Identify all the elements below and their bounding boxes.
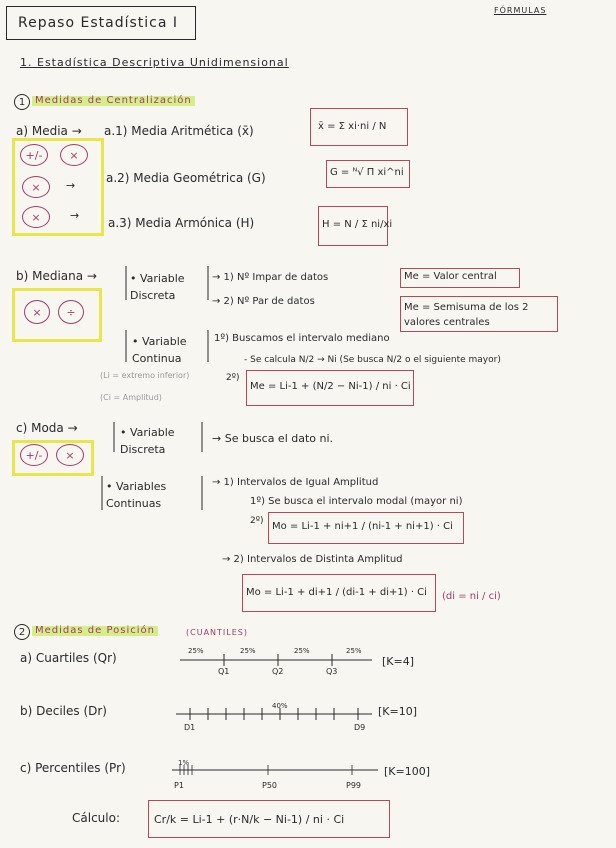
- cuartil-mark: Q1: [218, 667, 230, 676]
- section-2-heading: Medidas de Posición: [32, 626, 158, 636]
- cuartil-pct: 25%: [240, 647, 256, 655]
- arrow-icon: →: [70, 209, 80, 222]
- moda-c2: → 2) Intervalos de Distinta Amplitud: [222, 554, 403, 565]
- cuartil-mark: Q2: [272, 667, 284, 676]
- multiply-op-icon: ×: [24, 300, 50, 324]
- note-extremo-inferior: (Li = extremo inferior): [100, 371, 190, 380]
- cuartil-pct: 25%: [294, 647, 310, 655]
- mediana-discreta-2: → 2) Nº Par de datos: [212, 296, 315, 307]
- moda-discreta-label: • Variable Discreta: [120, 426, 175, 456]
- mediana-label: b) Mediana →: [16, 269, 97, 283]
- decil-mark: D9: [354, 723, 366, 732]
- moda-c1: → 1) Intervalos de Igual Amplitud: [212, 477, 379, 488]
- media-aritmetica: a.1) Media Aritmética (x̄): [104, 124, 254, 138]
- formula-aritmetica: x̄ = Σ xi·ni / N: [318, 121, 387, 132]
- cuartil-pct: 25%: [188, 647, 204, 655]
- calculo-label: Cálculo:: [72, 811, 120, 825]
- mediana-semisuma: Me = Semisuma de los 2 valores centrales: [404, 302, 529, 328]
- plus-minus-op-icon: +/-: [20, 144, 48, 166]
- mediana-valor-central: Me = Valor central: [404, 271, 497, 282]
- moda-continua-label: • Variables Continuas: [106, 480, 167, 510]
- section-number-1: 1: [14, 94, 30, 110]
- mediana-step-2: 2º): [226, 373, 240, 383]
- arrow-icon: →: [66, 179, 76, 192]
- mediana-step-1b: - Se calcula N/2 → Ni (Se busca N/2 o el siguiente mayor): [244, 355, 501, 365]
- section-heading: 1. Estadística Descriptiva Unidimensional: [20, 56, 289, 69]
- mediana-continua-label: • Variable Continua: [132, 335, 187, 365]
- decil-mark: D1: [184, 723, 196, 732]
- corner-tag: FÓRMULAS: [494, 6, 547, 15]
- formula-mediana: Me = Li-1 + (N/2 − Ni-1) / ni · Ci: [250, 381, 411, 392]
- multiply-op-icon: ×: [60, 144, 88, 166]
- media-armonica: a.3) Media Armónica (H): [108, 216, 255, 230]
- formula-geometrica: G = ᴺ√ Π xi^ni: [330, 167, 404, 178]
- formula-armonica: H = N / Σ ni/xi: [322, 219, 393, 230]
- moda-discreta-text: → Se busca el dato ni.: [212, 432, 334, 445]
- moda-c1-step: 1º) Se busca el intervalo modal (mayor ni): [250, 496, 463, 507]
- multiply-op-icon: ×: [22, 176, 50, 198]
- cuartiles-k: [K=4]: [382, 655, 415, 668]
- cuartiles-label: a) Cuartiles (Qr): [20, 651, 117, 665]
- section-2-subheading: (CUANTILES): [186, 628, 248, 637]
- multiply-op-icon: ×: [22, 206, 50, 228]
- percentil-mark: P50: [262, 781, 278, 790]
- decil-pct: 40%: [272, 702, 288, 710]
- moda-c1-step2: 2º): [250, 516, 264, 526]
- multiply-op-icon: ×: [56, 444, 84, 466]
- cuartil-mark: Q3: [326, 667, 338, 676]
- moda-c2-note: (di = ni / ci): [442, 591, 501, 602]
- media-label: a) Media →: [16, 124, 82, 138]
- formula-calculo: Cr/k = Li-1 + (r·N/k − Ni-1) / ni · Ci: [154, 813, 345, 826]
- mediana-step-1: 1º) Buscamos el intervalo mediano: [214, 333, 390, 344]
- percentiles-k: [K=100]: [384, 765, 431, 778]
- mediana-discreta-label: • Variable Discreta: [130, 272, 185, 302]
- media-geometrica: a.2) Media Geométrica (G): [106, 171, 266, 185]
- moda-label: c) Moda →: [16, 421, 78, 435]
- page-title: Repaso Estadística I: [18, 15, 178, 31]
- percentil-pct: 1%: [178, 759, 190, 767]
- plus-minus-op-icon: +/-: [20, 444, 48, 466]
- cuartil-pct: 25%: [346, 647, 362, 655]
- deciles-k: [K=10]: [378, 705, 418, 718]
- deciles-label: b) Deciles (Dr): [20, 704, 107, 718]
- formula-moda-2: Mo = Li-1 + di+1 / (di-1 + di+1) · Ci: [246, 587, 427, 598]
- mediana-discreta-1: → 1) Nº Impar de datos: [212, 272, 329, 283]
- percentiles-label: c) Percentiles (Pr): [20, 761, 126, 775]
- percentil-mark: P99: [346, 781, 362, 790]
- note-amplitud: (Ci = Amplitud): [100, 393, 162, 402]
- formula-moda-1: Mo = Li-1 + ni+1 / (ni-1 + ni+1) · Ci: [272, 521, 453, 532]
- percentil-mark: P1: [174, 781, 184, 790]
- section-1-heading: Medidas de Centralización: [32, 96, 195, 106]
- divide-op-icon: ÷: [58, 300, 84, 324]
- section-number-2: 2: [14, 624, 30, 640]
